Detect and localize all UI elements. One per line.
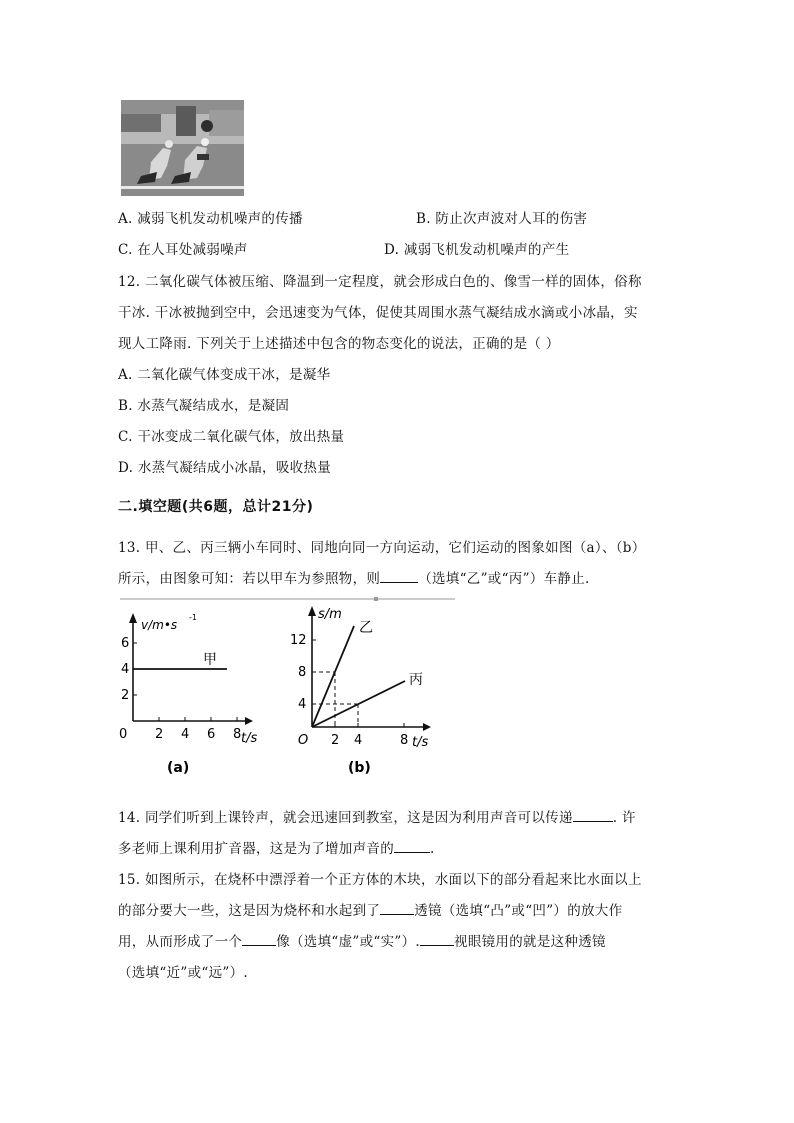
q13-answer-blank[interactable] [380,570,418,583]
q15-answer-blank-1[interactable] [380,902,414,915]
graph-a-ylabel: v/m•s [141,618,178,632]
graph-b-xlabel: t/s [412,735,429,750]
q15-text2-post: 透镜（选填“凸”或“凹”）的放大作 [414,903,623,919]
q15-answer-blank-3[interactable] [420,933,454,946]
graph-a-xtick-2: 2 [155,727,164,742]
q14-text2-post: . [430,841,435,857]
q14-text-pre: 14. 同学们听到上课铃声，就会迅速回到教室，这是因为利用声音可以传递 [118,810,573,826]
graph-b-series-yi-label: 乙 [359,620,373,636]
graph-a-xlabel: t/s [241,731,258,746]
q12-option-b: B. 水蒸气凝结成水，是凝固 [118,398,290,414]
graph-a-ytick-4: 4 [121,662,130,677]
graph-b-ytick-4: 4 [298,697,307,712]
graph-b-ylabel: s/m [318,607,342,622]
graph-a-xtick-4: 4 [181,727,190,742]
graph-b-series-bing-label: 丙 [409,672,423,688]
graph-a-xtick-8: 8 [233,727,242,742]
graph-a-ylabel-sup: -1 [189,613,197,622]
q14-answer-blank-1[interactable] [573,809,613,822]
graph-b-ytick-12: 12 [290,633,307,648]
graph-a-origin: 0 [119,727,128,742]
q14-text-post: . 许 [612,810,636,826]
q15-stem-line2 [118,899,622,919]
graph-a-caption: (a) [167,760,190,776]
q11-option-b: B. 防止次声波对人耳的伤害 [416,211,588,227]
q11-option-d: D. 减弱飞机发动机噪声的产生 [384,242,570,258]
graph-b-xtick-8: 8 [400,733,409,748]
graph-b-xtick-4: 4 [354,733,363,748]
q15-stem-line4: （选填“近”或“远”）. [118,965,248,981]
q12-stem-line1: 12. 二氧化碳气体被压缩、降温到一定程度，就会形成白色的、像雪一样的固体，俗称 [118,274,642,290]
q13-text-post: （选填“乙”或“丙”）车静止. [418,571,590,587]
motion-graphs-figure [115,596,460,781]
graph-a-xtick-6: 6 [207,727,216,742]
q14-text2-pre: 多老师上课利用扩音器，这是为了增加声音的 [118,841,394,857]
graph-a-ytick-6: 6 [121,636,130,651]
q15-answer-blank-2[interactable] [242,933,276,946]
graph-a [119,613,257,776]
q15-text2-pre: 的部分要大一些，这是因为烧杯和水起到了 [118,903,381,919]
graph-b-xtick-2: 2 [331,733,340,748]
q13-stem-line2 [118,567,590,587]
runway-crew-photo [121,100,244,196]
q12-stem-line2: 干冰. 干冰被抛到空中，会迅速变为气体，促使其周围水蒸气凝结成水滴或小冰晶，实 [118,305,638,321]
graph-b-ytick-8: 8 [298,665,307,680]
q15-text3-post: 视眼镜用的就是这种透镜 [454,934,606,950]
q15-stem-line3 [118,930,606,950]
q12-option-c: C. 干冰变成二氧化碳气体，放出热量 [118,429,345,445]
graph-b-origin: O [298,733,309,748]
q14-stem-line1 [118,806,636,826]
q15-text3-pre: 用，从而形成了一个 [118,934,243,950]
graph-b-series-yi [312,626,354,727]
graph-b [290,606,431,776]
q12-option-a: A. 二氧化碳气体变成干冰，是凝华 [118,367,331,383]
q12-option-d: D. 水蒸气凝结成小冰晶，吸收热量 [118,460,332,476]
graph-a-series-label: 甲 [203,652,217,668]
q12-stem-line3: 现人工降雨. 下列关于上述描述中包含的物态变化的说法，正确的是（ ） [118,336,560,352]
q15-stem-line1: 15. 如图所示，在烧杯中漂浮着一个正方体的木块，水面以下的部分看起来比水面以上 [118,872,642,888]
section-heading: 二.填空题(共6题，总计21分) [118,499,314,515]
q11-option-c: C. 在人耳处减弱噪声 [118,242,248,258]
q13-stem-line1: 13. 甲、乙、丙三辆小车同时、同地向同一方向运动，它们运动的图象如图（a）、（b） [118,540,646,556]
q13-text-pre: 所示，由图象可知：若以甲车为参照物，则 [118,571,381,587]
q15-text3-mid: 像（选填“虚”或“实”）. [276,934,421,950]
q14-stem-line2 [118,837,435,857]
graph-b-caption: (b) [348,760,371,776]
graph-a-ytick-2: 2 [121,688,130,703]
q14-answer-blank-2[interactable] [394,840,430,853]
q11-option-a: A. 减弱飞机发动机噪声的传播 [118,211,303,227]
